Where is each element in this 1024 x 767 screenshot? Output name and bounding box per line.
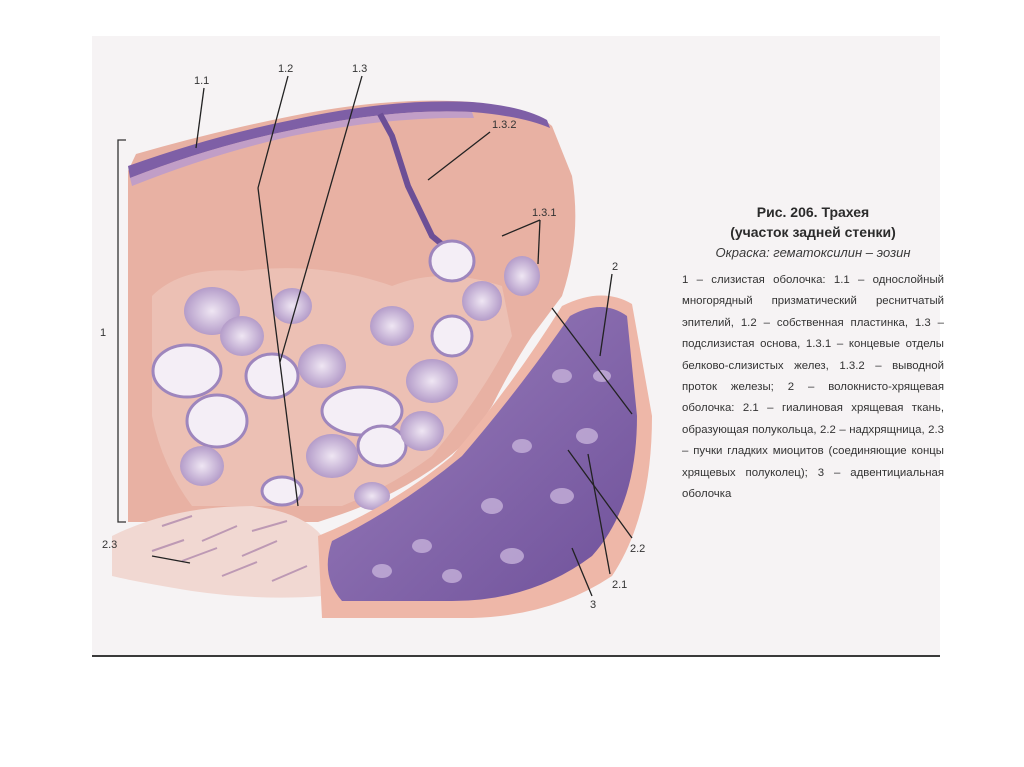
label-2-2: 2.2 [630, 543, 646, 555]
label-1: 1 [100, 327, 107, 339]
label-1-3: 1.3 [352, 63, 368, 75]
figure-caption [682, 202, 944, 505]
caption-title-line-1: Рис. 206. Трахея [756, 204, 870, 220]
label-1-3-2: 1.3.2 [492, 119, 517, 131]
label-2-1: 2.1 [612, 579, 628, 591]
label-2-3: 2.3 [102, 539, 118, 551]
label-3: 3 [590, 599, 597, 611]
label-2: 2 [612, 261, 619, 273]
caption-stain: Окраска: гематоксилин – эозин [715, 245, 911, 260]
caption-title-line-2: (участок задней стенки) [730, 224, 896, 240]
bottom-rule [92, 655, 940, 657]
label-1-2: 1.2 [278, 63, 294, 75]
caption-body: 1 – слизистая оболочка: 1.1 – однослойный многорядный призматический реснитчатый эпителий, 1.2 – собственная пластинка, 1.3 – подслизистая основа, 1.3.1 – концевые отделы белково-слизистых желез, 1.3.2 – выводной проток железы; 2 – волокнисто-хрящевая оболочка: 2.1 – гиалиновая хрящевая ткань, образующая полукольца, 2.2 – надхрящница, 2.3 – пучки гладких миоцитов (соединяющие концы хрящевых полуколец); 3 – адвентициальная оболочка [682, 274, 944, 501]
label-1-1: 1.1 [194, 75, 210, 87]
label-1-3-1: 1.3.1 [532, 207, 557, 219]
slide-page [92, 36, 944, 656]
bracket-1 [118, 140, 126, 522]
